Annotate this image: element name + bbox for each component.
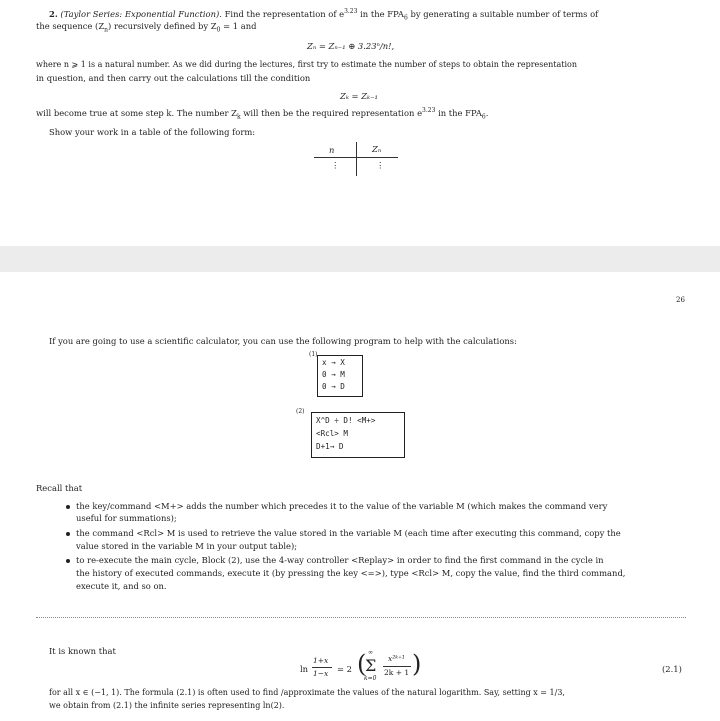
block1-line: x → X — [322, 358, 345, 367]
bullet-1-line-1: the key/command <M+> adds the number which precedes it to the value of the variable M (which makes the command very — [76, 501, 608, 511]
line2: the sequence (Z — [36, 21, 105, 31]
formula-line-2: we obtain from (2.1) the infinite series representing ln(2). — [49, 701, 285, 710]
equals-two: = 2 — [337, 664, 353, 674]
bullet-1-line-2: useful for summations); — [76, 513, 177, 523]
table-dots-z: ⋮ — [376, 160, 385, 170]
calculator-intro: If you are going to use a scientific calculator, you can use the following program to help with the calculations: — [49, 336, 517, 346]
bullet-3-line-1: to re-execute the main cycle, Block (2), use the 4-way controller <Replay> in order to find the first command in the cycle in — [76, 555, 604, 565]
block1-label: (1) — [309, 351, 318, 358]
section-divider — [36, 617, 686, 618]
term-num: x²ᵏ⁺¹ — [388, 654, 405, 663]
bullet-3-line-2: the history of executed commands, execute it (by pressing the key <=>), type <Rcl> M, copy the value, find the third command, — [76, 568, 626, 578]
bullet-2-line-2: value stored in the variable M in your output table); — [76, 541, 298, 551]
block2-line: <Rcl> M — [316, 429, 349, 438]
formula-line-1: for all x ∈ (−1, 1). The formula (2.1) is often used to find /approximate the values of the natural logarithm. Say, setting x = 1/3, — [49, 688, 565, 697]
left-paren: ( — [357, 650, 367, 678]
line1-text: Find the representation of e — [224, 8, 345, 19]
line2-sub: n — [104, 26, 109, 34]
line2c: = 1 and — [223, 21, 257, 31]
problem-title: (Taylor Series: Exponential Function). — [60, 8, 222, 19]
table-head-z: Zₙ — [372, 144, 382, 154]
bullet-2-line-1: the command <Rcl> M is used to retrieve the value stored in the variable M (each time after executing this command, copy the — [76, 528, 621, 538]
table-head-n: n — [329, 145, 335, 155]
problem-line-5 — [36, 107, 488, 120]
bullet-dot — [66, 559, 70, 563]
sigma-icon: Σ — [365, 656, 377, 675]
line5-sub: k — [236, 113, 241, 121]
known-text: It is known that — [49, 646, 116, 656]
line2b: ) recursively defined by Z — [108, 21, 217, 31]
equation-number: (2.1) — [662, 664, 682, 674]
line5a: will become true at some step k. The number Z — [36, 107, 237, 118]
frac-bar — [312, 667, 332, 668]
equation-2: Zₖ = Zₖ₋₁ — [340, 91, 378, 101]
block1-line: 0 → M — [322, 370, 345, 379]
block2-label: (2) — [296, 408, 305, 415]
exp: 3.23 — [344, 8, 358, 15]
sum-top: ∞ — [368, 649, 373, 656]
problem-line-3: where n ⩾ 1 is a natural number. As we did during the lectures, first try to estimate the number of steps to obtain the representation — [36, 60, 578, 69]
frac-den: 1−x — [313, 669, 329, 678]
recall-heading: Recall that — [36, 483, 83, 493]
line5-exp: 3.23 — [422, 107, 436, 114]
page-separator — [0, 246, 720, 272]
bullet-3-line-3: execute it, and so on. — [76, 581, 167, 591]
line5-sub2: 6 — [481, 113, 486, 121]
problem-line-1 — [49, 8, 598, 21]
ln-label: ln — [300, 664, 309, 674]
line5c: in the FPA — [438, 107, 482, 118]
line5d: . — [485, 107, 489, 118]
frac-num: 1+x — [313, 656, 329, 665]
line5b: will then be the required representation e — [243, 107, 423, 118]
line1b: in the FPA — [360, 8, 404, 19]
right-paren: ) — [412, 650, 422, 678]
bullet-dot — [66, 505, 70, 509]
bullet-dot — [66, 532, 70, 536]
page-number: 26 — [676, 296, 685, 304]
problem-line-4: in question, and then carry out the calculations till the condition — [36, 73, 311, 83]
fpa-sub: 6 — [403, 14, 408, 22]
table-divider — [356, 142, 357, 176]
term-den: 2k + 1 — [384, 668, 410, 677]
problem-line-2 — [36, 21, 257, 34]
block2-line: X^D ÷ D! <M+> — [316, 416, 376, 425]
problem-line-6: Show your work in a table of the following form: — [49, 127, 256, 137]
table-dots-n: ⋮ — [331, 160, 340, 170]
line1c: by generating a suitable number of terms of — [410, 8, 599, 19]
block2-line: D+1→ D — [316, 442, 344, 451]
problem-label: 2. — [49, 8, 58, 19]
sum-bot: k=0 — [364, 675, 377, 682]
term-bar — [383, 666, 411, 667]
block1-line: 0 → D — [322, 382, 345, 391]
equation-1: Zₙ = Zₙ₋₁ ⊕ 3.23ⁿ/n!, — [307, 41, 395, 51]
line2-sub0: 0 — [216, 26, 221, 34]
